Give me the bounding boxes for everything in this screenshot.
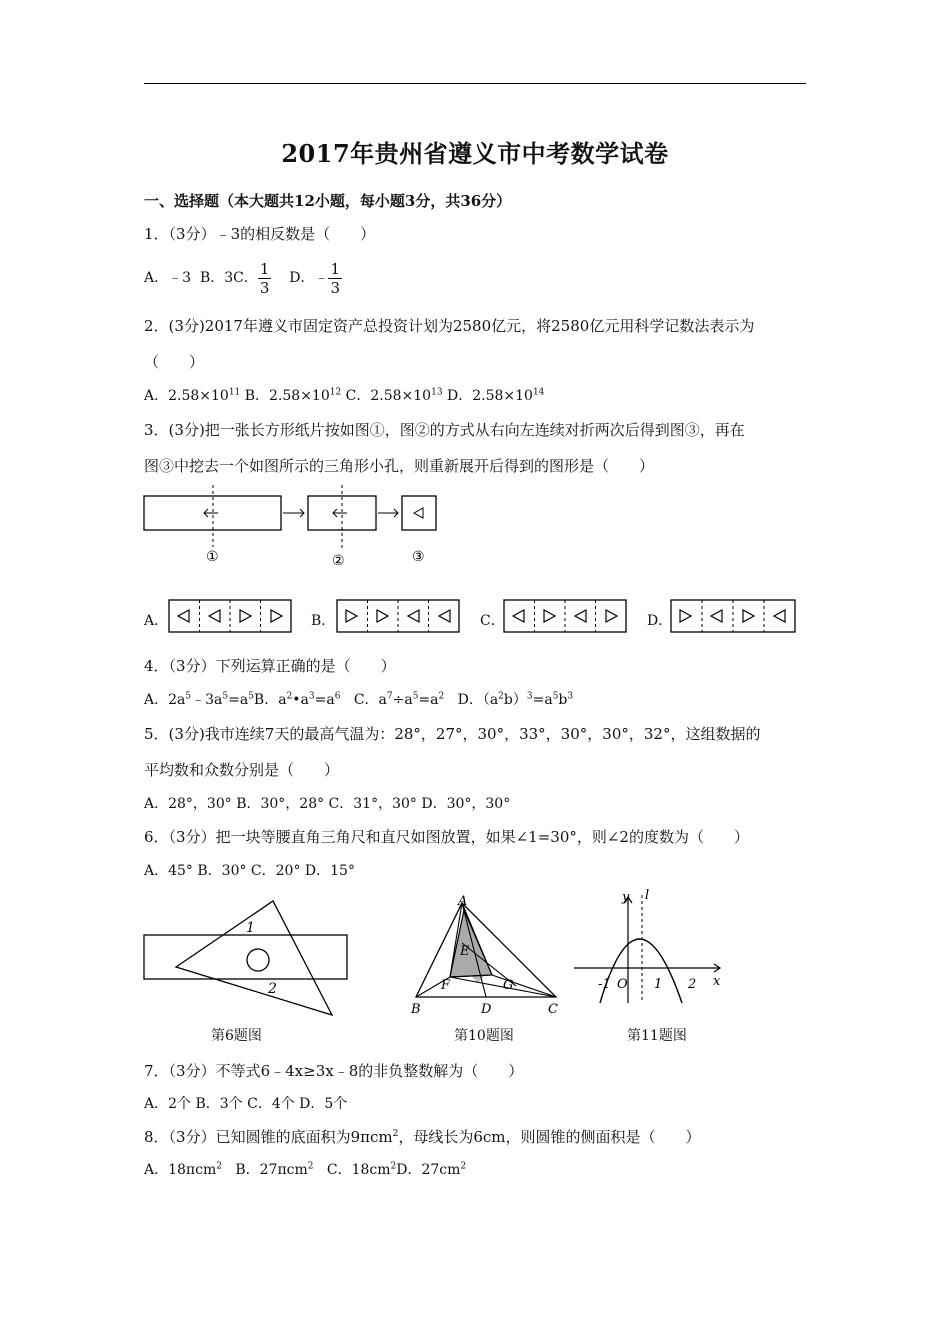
svg-text:O: O (617, 977, 628, 992)
svg-text:F: F (441, 978, 451, 993)
question-5: 5．(3分)我市连续7天的最高气温为：28°，27°，30°，33°，30°，30°，32°，这组数据的 (144, 725, 761, 743)
question-1: 1．（3分）﹣3的相反数是（ ） (144, 225, 376, 243)
svg-text:1: 1 (246, 920, 255, 936)
svg-text:2: 2 (688, 977, 697, 992)
svg-text:-1: -1 (598, 977, 611, 992)
top-rule (144, 83, 806, 84)
fraction: $\frac{1}{3}$ (259, 259, 270, 297)
q3-option-d-figure (670, 598, 796, 634)
option-a: A．﹣3 (144, 270, 192, 286)
question-2-cont: （ ） (144, 353, 205, 371)
q3-option-b-label: B． (311, 613, 336, 629)
question-4: 4．（3分）下列运算正确的是（ ） (144, 657, 396, 675)
svg-text:2: 2 (268, 981, 277, 997)
figure-6 (140, 895, 355, 1020)
question-2: 2．(3分)2017年遵义市固定资产总投资计划为2580亿元，将2580亿元用科学记数法表示为 (144, 317, 755, 335)
svg-text:1: 1 (654, 977, 663, 992)
svg-text:①: ① (206, 549, 219, 565)
svg-text:C: C (548, 1002, 558, 1017)
figure-6-caption: 第6题图 (211, 1028, 262, 1044)
question-7-options: A．2个 B．3个 C．4个 D．5个 (144, 1096, 348, 1112)
svg-text:A: A (458, 894, 468, 909)
svg-text:E: E (460, 944, 470, 959)
folding-diagram (140, 485, 450, 575)
question-3-cont: 图③中挖去一个如图所示的三角形小孔，则重新展开后得到的图形是（ ） (144, 457, 655, 475)
figure-11 (570, 885, 730, 1010)
figure-10 (408, 893, 568, 1018)
fraction: $\frac{1}{3}$ (330, 259, 340, 297)
q3-option-a-figure (168, 598, 292, 634)
question-3: 3．(3分)把一张长方形纸片按如图①，图②的方式从右向左连续对折两次后得到图③，再在 (144, 421, 745, 439)
question-4-options: A．$2a^5﹣3a^5=a^5B$．$a^2•a^3=a^6$ C．$a^7\div a^5=a^2$ D．$(a^2b)^3=a^5b^3$ (144, 691, 574, 708)
svg-text:②: ② (332, 553, 345, 569)
figure-10-caption: 第10题图 (454, 1028, 514, 1044)
svg-text:x: x (713, 974, 721, 989)
question-8: 8．（3分）已知圆锥的底面积为9πcm$^2$，母线长为6cm，则圆锥的侧面积是（ ） (144, 1128, 701, 1146)
figure-11-caption: 第11题图 (627, 1028, 687, 1044)
question-7: 7．（3分）不等式6﹣4x≥3x﹣8的非负整数解为（ ） (144, 1062, 524, 1080)
question-2-options: A．$2.58\times 10^{11}$ B．$2.58\times 10^{12}$ C．$2.58\times 10^{13}$ D．$2.58\times 10^{14}$ (144, 387, 545, 404)
question-6: 6．（3分）把一块等腰直角三角尺和直尺如图放置，如果∠1=30°，则∠2的度数为（ ） (144, 828, 749, 846)
svg-text:③: ③ (412, 549, 425, 565)
question-6-options: A．45° B．30° C．20° D．15° (144, 863, 355, 879)
q3-option-d-label: D． (647, 613, 673, 629)
question-8-options: A．18πcm$^2$ B．27πcm$^2$ C．$18cm^2D$．$27cm^2$ (144, 1161, 467, 1178)
svg-text:D: D (481, 1002, 492, 1017)
question-5-options: A．28°，30° B．30°，28° C．31°，30° D．30°，30° (144, 796, 511, 812)
svg-text:G: G (503, 978, 514, 993)
q3-option-c-figure (503, 598, 627, 634)
page-title: 2017年贵州省遵义市中考数学试卷 (281, 139, 669, 168)
section-heading: 一、选择题（本大题共12小题，每小题3分，共36分） (144, 192, 512, 210)
svg-text:B: B (411, 1002, 421, 1017)
question-1-options: A．﹣3 B．3C． $\frac{1}{3}$ D．﹣ $\frac{1}{3}$ (144, 259, 340, 297)
q3-option-a-label: A． (144, 613, 169, 629)
option-b: B．3 (199, 270, 234, 286)
question-5-cont: 平均数和众数分别是（ ） (144, 761, 340, 779)
svg-text:l: l (645, 888, 650, 903)
option-c: C． (233, 270, 258, 286)
q3-option-c-label: C． (480, 613, 505, 629)
q3-option-b-figure (336, 598, 460, 634)
option-d: D． (289, 270, 315, 286)
svg-text:y: y (622, 890, 630, 905)
